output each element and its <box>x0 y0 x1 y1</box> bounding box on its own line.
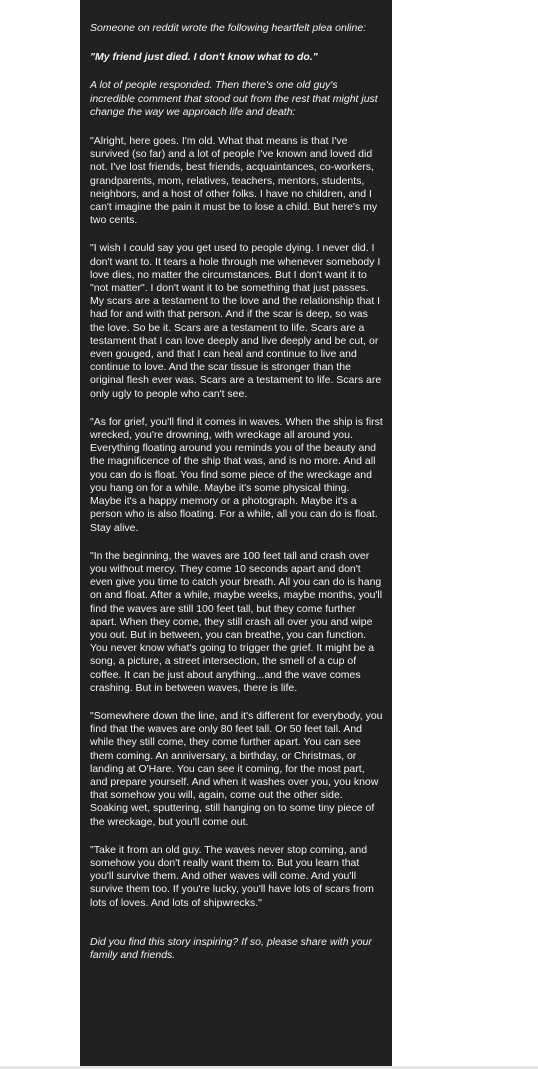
story-panel <box>80 0 392 1066</box>
story-paragraph-1: "Alright, here goes. I'm old. What that means is that I've survived (so far) and a lot of people I've known and loved did not. I've lost friends, best friends, acquaintances, co-workers, grandparents, mom, relatives, teachers, mentors, students, neighbors, and a host of other folks. I have no children, and I can't imagine the pain it must be to lose a child. But here's my two cents. <box>90 135 378 227</box>
story-paragraph-6: "Take it from an old guy. The waves never stop coming, and somehow you don't really want them to. But you learn that you'll survive them. And other waves will come. And you'll survive them too. If you're lucky, you'll have lots of scars from lots of loves. And lots of shipwrecks." <box>90 843 374 909</box>
story-paragraph-5: "Somewhere down the line, and it's different for everybody, you find that the waves are only 80 feet tall. Or 50 feet tall. And while they still come, they come further apart. You can see them coming. An anniversary, a birthday, or Christmas, or landing at O'Hare. You can see it coming, for the most part, and prepare yourself. And when it washes over you, you know that somehow you will, again, come out the other side. Soaking wet, sputtering, still hanging on to some tiny piece of the wreckage, but you'll come out. <box>90 709 383 828</box>
story-paragraph-3: "As for grief, you'll find it comes in waves. When the ship is first wrecked, you're drowning, with wreckage all around you. Everything floating around you reminds you of the beauty and the magnificence of the ship that was, and is no more. And all you can do is float. You find some piece of the wreckage and you hang on for a while. Maybe it's some physical thing. Maybe it's a happy memory or a photograph. Maybe it's a person who is also floating. For a while, all you can do is float. Stay alive. <box>90 415 383 534</box>
story-paragraph-4: "In the beginning, the waves are 100 feet tall and crash over you without mercy. They come 10 seconds apart and don't even give you time to catch your breath. All you can do is hang on and float. After a while, maybe weeks, maybe months, you'll find the waves are still 100 feet tall, but they come further apart. When they come, they still crash all over you and wipe you out. But in between, you can breathe, you can function. You never know what's going to trigger the grief. It might be a song, a picture, a street intersection, the smell of a cup of coffee. It can be just about anything...and the wave comes crashing. But in between waves, there is life. <box>90 549 383 694</box>
intro-text: Someone on reddit wrote the following heartfelt plea online: <box>90 22 367 34</box>
context-text: A lot of people responded. Then there's one old guy's incredible comment that stood out from the rest that might just change the way we approach life and death: <box>90 79 378 118</box>
story-paragraph-2: "I wish I could say you get used to people dying. I never did. I don't want to. It tears a hole through me whenever somebody I love dies, no matter the circumstances. But I don't want it to "not matter". I don't want it to be something that just passes. My scars are a testament to the love and the relationship that I had for and with that person. And if the scar is deep, so was the love. So be it. Scars are a testament to life. Scars are a testament that I can love deeply and live deeply and be cut, or even gouged, and that I can heal and continue to live and continue to love. And the scar tissue is stronger than the original flesh ever was. Scars are a testament to life. Scars are only ugly to people who can't see. <box>90 242 382 400</box>
plea-quote: "My friend just died. I don't know what to do." <box>90 51 318 64</box>
outro-text: Did you find this story inspiring? If so, please share with your family and friends. <box>90 935 372 961</box>
